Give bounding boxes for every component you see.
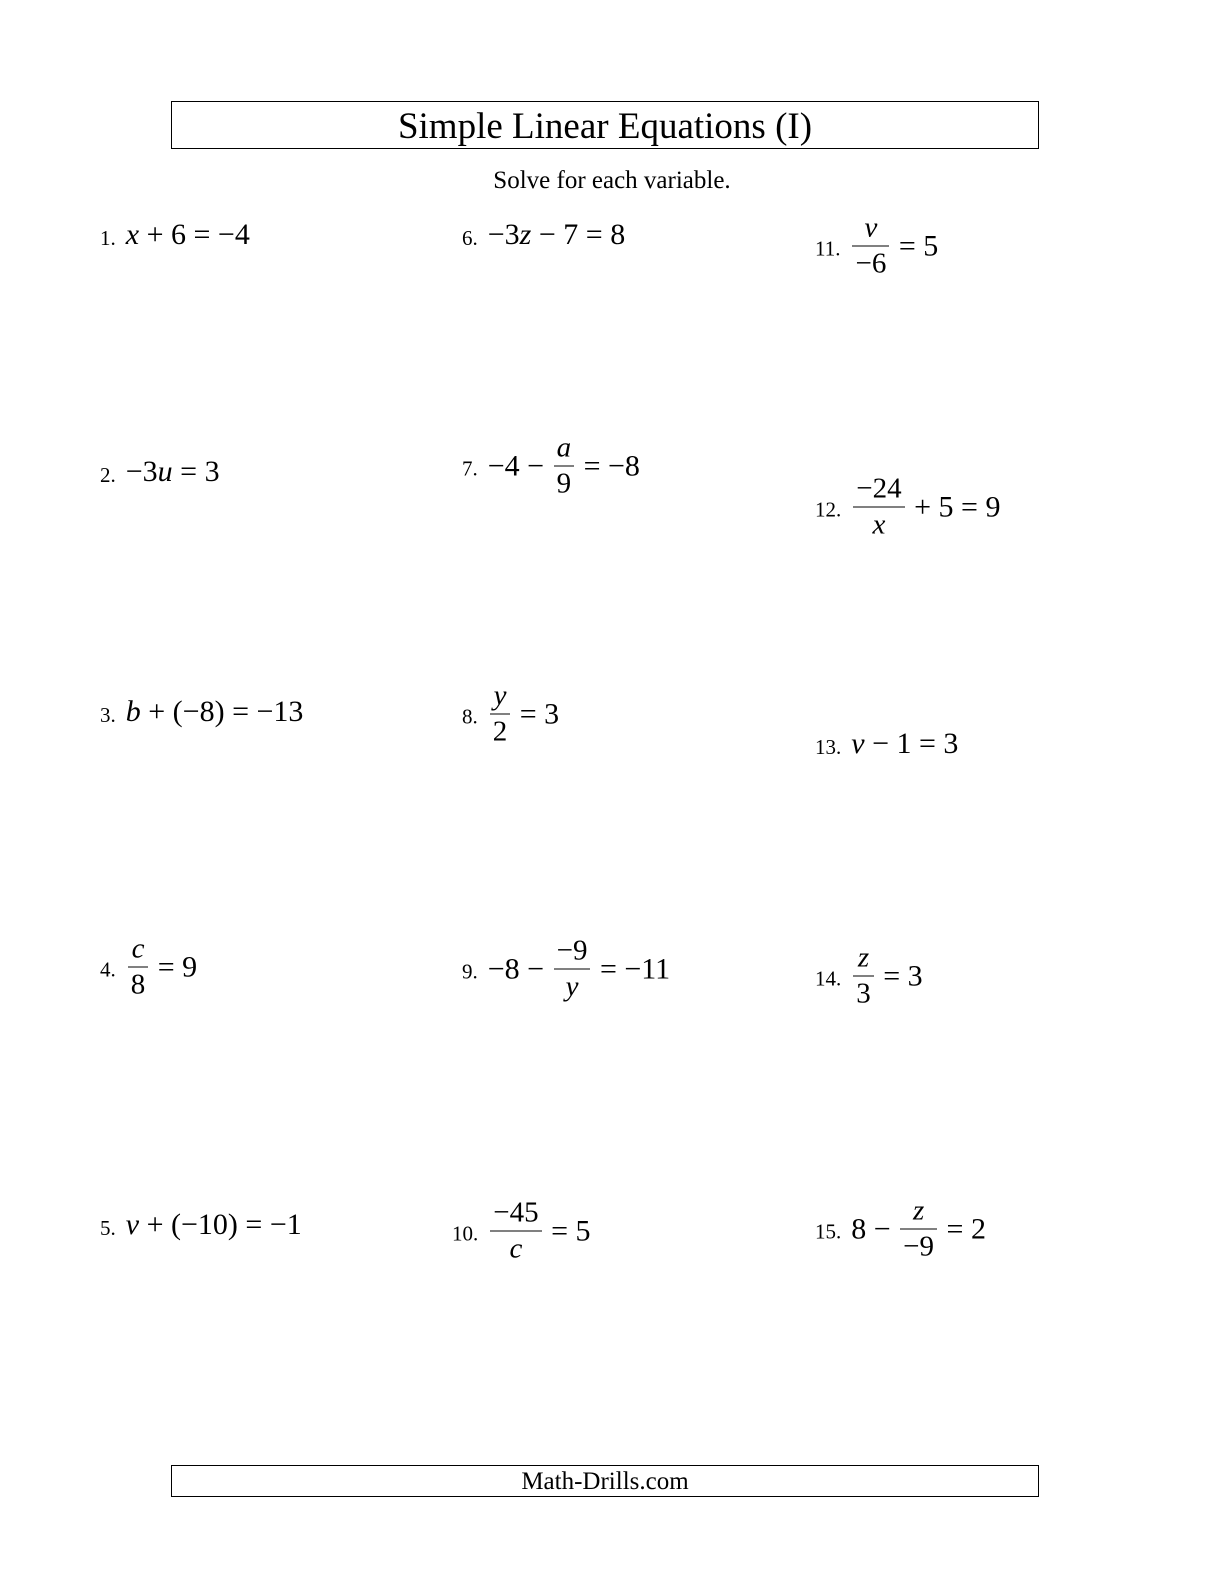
- fraction: [128, 932, 149, 1001]
- problem-number: 9.: [462, 959, 478, 984]
- equation-term: = 9: [150, 950, 198, 983]
- fraction: [853, 941, 874, 1010]
- equation-expression: [126, 1208, 302, 1242]
- fraction-denominator: y: [565, 970, 579, 1003]
- problem-number: 8.: [462, 704, 478, 729]
- equation-term: = −8: [576, 449, 640, 482]
- equation-expression: [851, 941, 923, 1010]
- fraction-denominator: −6: [855, 247, 887, 280]
- equation-expression: [488, 1196, 591, 1265]
- equation-expression: [126, 455, 220, 489]
- equation-term: + (−10) = −1: [139, 1208, 302, 1241]
- fraction-denominator: 9: [556, 467, 572, 500]
- problem-number: 1.: [100, 225, 116, 250]
- title-box: [171, 101, 1039, 149]
- equation-term: −3: [487, 218, 520, 251]
- problem-number: 2.: [100, 462, 116, 487]
- equation: [462, 218, 625, 252]
- equation: [100, 932, 198, 1001]
- fraction: [554, 431, 575, 500]
- problem-number: 15.: [815, 1219, 842, 1244]
- fraction-denominator: −9: [903, 1230, 935, 1263]
- equation-term: + 6 = −4: [139, 218, 250, 251]
- fraction-numerator: z: [912, 1194, 925, 1227]
- fraction: [900, 1194, 937, 1263]
- problem-number: 10.: [452, 1221, 479, 1246]
- equation-expression: [851, 1194, 986, 1263]
- fraction: [853, 472, 904, 541]
- equation: [815, 941, 923, 1010]
- fraction: [490, 679, 511, 748]
- equation: [815, 472, 1001, 541]
- equation-expression: [488, 679, 560, 748]
- equation-term: = 3: [512, 697, 560, 730]
- fraction: [852, 211, 889, 280]
- equation: [462, 934, 671, 1003]
- problem-number: 12.: [815, 497, 842, 522]
- problem-number: 11.: [815, 236, 841, 261]
- problem-number: 3.: [100, 702, 116, 727]
- equation: [815, 211, 939, 280]
- fraction-numerator: −24: [856, 472, 902, 505]
- equation-variable: x: [125, 218, 140, 251]
- fraction-denominator: 8: [130, 968, 146, 1001]
- problem-number: 6.: [462, 225, 478, 250]
- equation-expression: [851, 472, 1001, 541]
- instructions: Solve for each variable.: [493, 167, 731, 194]
- problem-number: 7.: [462, 456, 478, 481]
- fraction-denominator: c: [509, 1232, 523, 1265]
- equation-expression: [850, 211, 939, 280]
- equation: [815, 1194, 986, 1263]
- equation: [815, 727, 958, 761]
- equation-term: −4 −: [487, 449, 552, 482]
- equation-expression: [488, 218, 625, 252]
- equation-variable: v: [851, 727, 865, 760]
- equation: [452, 1196, 591, 1265]
- fraction-denominator: 2: [492, 715, 508, 748]
- fraction-denominator: x: [872, 508, 886, 541]
- equation-expression: [126, 932, 198, 1001]
- problem-number: 4.: [100, 957, 116, 982]
- equation: [100, 455, 220, 489]
- fraction-numerator: −9: [556, 934, 588, 967]
- equation-variable: b: [125, 695, 141, 728]
- equation: [100, 1208, 302, 1242]
- equation-term: −8 −: [487, 952, 552, 985]
- equation-term: − 7 = 8: [531, 218, 626, 251]
- equation-expression: [851, 727, 958, 761]
- problem-number: 5.: [100, 1215, 116, 1240]
- fraction-numerator: v: [864, 211, 878, 244]
- equation-term: = 3: [875, 959, 923, 992]
- fraction-numerator: a: [556, 431, 572, 464]
- equation-variable: u: [157, 455, 173, 488]
- fraction-numerator: y: [493, 679, 507, 712]
- problem-number: 13.: [815, 734, 842, 759]
- equation-term: 8 −: [851, 1212, 899, 1245]
- equation: [100, 218, 250, 252]
- fraction-numerator: c: [131, 932, 145, 965]
- equation-term: = 2: [939, 1212, 986, 1245]
- equation: [100, 695, 303, 729]
- fraction: [490, 1196, 541, 1265]
- fraction-numerator: z: [857, 941, 870, 974]
- equation-term: − 1 = 3: [864, 727, 959, 760]
- equation: [462, 431, 640, 500]
- equation-expression: [126, 695, 304, 729]
- equation-variable: v: [125, 1208, 140, 1241]
- equation-term: + 5 = 9: [906, 490, 1001, 523]
- equation-expression: [487, 431, 640, 500]
- fraction-numerator: −45: [493, 1196, 539, 1229]
- equation-term: = 3: [172, 455, 220, 488]
- footer-text: Math-Drills.com: [521, 1467, 689, 1495]
- equation-term: = −11: [592, 952, 671, 985]
- page-title: Simple Linear Equations (I): [397, 105, 813, 147]
- problem-number: 14.: [815, 966, 842, 991]
- fraction: [554, 934, 591, 1003]
- equation-term: + (−8) = −13: [140, 695, 304, 728]
- equation: [462, 679, 560, 748]
- equation-variable: z: [519, 218, 532, 251]
- footer-box: [171, 1465, 1039, 1497]
- fraction-denominator: 3: [856, 977, 871, 1010]
- equation-term: −3: [125, 455, 158, 488]
- equation-expression: [487, 934, 671, 1003]
- equation-expression: [126, 218, 250, 252]
- equation-term: = 5: [891, 229, 939, 262]
- equation-term: = 5: [543, 1214, 591, 1247]
